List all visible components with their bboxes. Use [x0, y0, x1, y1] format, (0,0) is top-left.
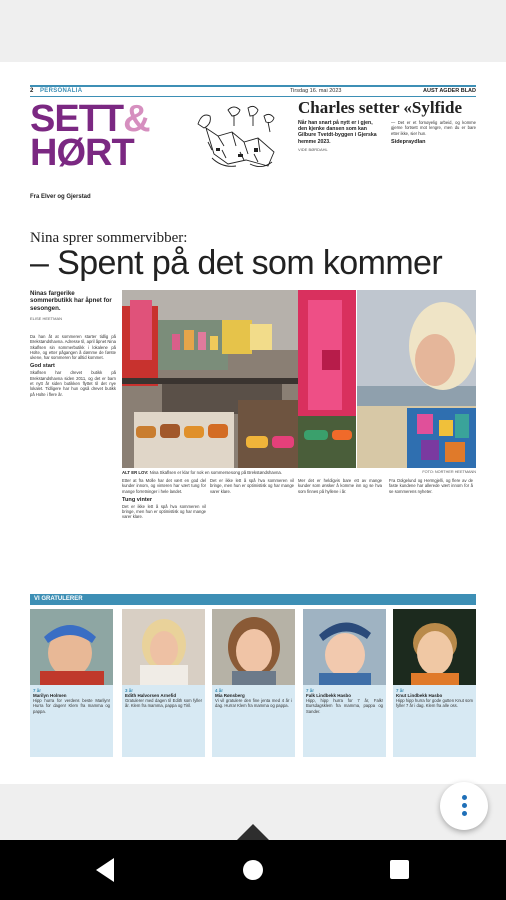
system-navigation-bar	[0, 840, 506, 900]
gratulerer-bar	[30, 594, 476, 605]
birthday-text: Hipp hurra for verdens beste Marilyn! Hurra for dagen! Klem fra mamma og pappa.	[33, 698, 110, 714]
caption-label: ALT ER LOV:	[122, 470, 149, 475]
birthday-card	[303, 609, 386, 757]
birthday-name: Mia Rønsberg	[215, 693, 245, 698]
birthday-name: Falk Lindbekk Hasbo	[306, 693, 352, 698]
issue-date: Tirsdag 16. mai 2023	[290, 88, 342, 94]
story-headline: – Spent på det som kommer	[30, 244, 443, 282]
story-body: Skaflsen har drevet butikk på Brekstøndshavna siden 2011, og det er barn et nytt år siden butikken flyttet til det nye lokalet. Tidligere har hun også drevet butikk på Holte i flere år.	[30, 370, 116, 397]
birthday-text: Gratulerer med dagen til Edith som fyller år. Klem fra mamma, pappa og Tiril.	[125, 698, 202, 709]
photo-credit: FOTO: NORTHER HEETMANN	[422, 470, 476, 474]
header-rule	[30, 85, 476, 87]
birthday-text: Hipp, hipp hurra for 7 år, Falk! Bursdagsklem fra mamma, pappa og Sander.	[306, 698, 383, 714]
story-subhead: God start	[30, 363, 55, 370]
story-body: Det er ikke lett å spå hva sommeren vil bringe, men hun er optimistisk og har mange varer klare.	[122, 503, 206, 520]
logo-word-sett: SETT	[30, 98, 124, 140]
sketch-illustration	[188, 102, 288, 174]
birthday-age: 7 år	[396, 688, 405, 693]
section-name: PERSONALIA	[40, 88, 83, 94]
story-column-4	[298, 478, 382, 494]
more-vert-icon	[462, 795, 467, 800]
story-body: Fra Dolgelund og Hermgjelli, og flere av de faste kundene har allerede vært innom for å se sommerens nyheter.	[389, 478, 473, 494]
story-byline: ELISE HEETMAN	[30, 316, 63, 321]
story-deck: Ninas fargerike sommerbutikk har åpnet for sesongen.	[30, 290, 112, 312]
sett-og-hort-logo	[30, 98, 180, 174]
story-body: Det er ikke lett å spå hva sommeren vil bringe, men hun er optimistisk og har mange varer klare.	[210, 478, 294, 494]
more-vert-icon	[462, 811, 467, 816]
more-vert-icon	[462, 803, 467, 808]
story-body: Etter at fra Molle har det vært en god del kunder innom, og vinteren har vært tung for mange forretninger i hele landet.	[122, 478, 206, 494]
birthday-text: Hipp hipp hurra for gode gutten Knut som fyller 7 år i dag. Klem fra alle oss.	[396, 698, 473, 709]
birthday-age: 7 år	[306, 688, 315, 693]
story-column-3	[210, 478, 294, 494]
photo-caption	[122, 470, 282, 475]
newspaper-page	[0, 62, 506, 784]
birthday-name: Knut Lindbekk Hasbo	[396, 693, 443, 698]
newspaper-name: AUST AGDER BLAD	[423, 88, 476, 94]
birthday-name: Marilyn Holmen	[33, 693, 67, 698]
story-body: Da han åt at sommeren starter tidlig på Brekstøndshavna. Adresse til, april åpnet Nina Skaflsen sin sommerbutikk i lokalene på Holte, og etter pågangen å dømme de første ukene, har sommeren for alltid kommet.	[30, 334, 116, 361]
page-handle-icon[interactable]	[237, 824, 269, 840]
child-photo	[122, 609, 205, 685]
story-body: Mer det er heldigvis bare ett av mange kunder som ønsker å komme inn og se hva som finnes på hyllene i år.	[298, 478, 382, 494]
sidebar-title: Charles setter «Sylfide	[298, 98, 462, 117]
logo-word-hort: HØRT	[30, 132, 134, 174]
story-column-5	[389, 478, 473, 494]
story-column-1	[30, 334, 116, 397]
sidebar-byline: VIDE BØRDAHL	[298, 146, 328, 152]
logo-ampersand: &	[123, 98, 150, 140]
child-photo	[30, 609, 113, 685]
birthday-card	[212, 609, 295, 757]
story-kicker: Nina sprer sommervibber:	[30, 230, 188, 246]
sidebar-lead: Når han snart på nytt er i gjen, den kjenke dansen som kan Gilbure Tvetdt-byggen i Gjerska hemme 2023.	[298, 120, 377, 145]
home-icon[interactable]	[243, 860, 263, 880]
birthday-card	[122, 609, 205, 757]
back-icon[interactable]	[96, 858, 114, 882]
story-column-2	[122, 478, 206, 520]
birthday-card	[393, 609, 476, 757]
more-options-button[interactable]	[440, 782, 488, 830]
birthday-name: Edith Halvorsen Arnefid	[125, 693, 177, 698]
child-photo	[212, 609, 295, 685]
portrait-photo	[357, 290, 476, 468]
child-photo	[303, 609, 386, 685]
logo-subtitle: Fra Elver og Gjerstad	[30, 194, 91, 200]
page-number: 2	[30, 88, 34, 94]
gratulerer-title: VI GRATULERER	[34, 596, 83, 602]
header-rule-bottom	[30, 96, 476, 97]
birthday-text: Vi vil gratulere den fine jenta med 4 år i dag. Hurra! Klem fra mamma og pappa.	[215, 698, 292, 709]
birthday-age: 4 år	[215, 688, 224, 693]
birthday-card	[30, 609, 113, 757]
sidebar-body: — Det er et fornøyelig arbeid, og komme gjerne fortsett mot lengre, men du er bare etter ikke, sier hun.	[391, 120, 476, 136]
shop-photo	[122, 290, 356, 468]
recents-icon[interactable]	[390, 860, 409, 879]
child-photo	[393, 609, 476, 685]
birthday-age: 3 år	[125, 688, 134, 693]
story-subhead: Tung vinter	[122, 496, 153, 503]
birthday-age: 7 år	[33, 688, 42, 693]
sidebar-subhead: Sidepraydlan	[391, 138, 426, 145]
sidebar-story	[298, 98, 476, 214]
caption-text: Nina Skaflsen er klar for nok en sommersesong på Brekstøndshavna.	[149, 470, 282, 475]
